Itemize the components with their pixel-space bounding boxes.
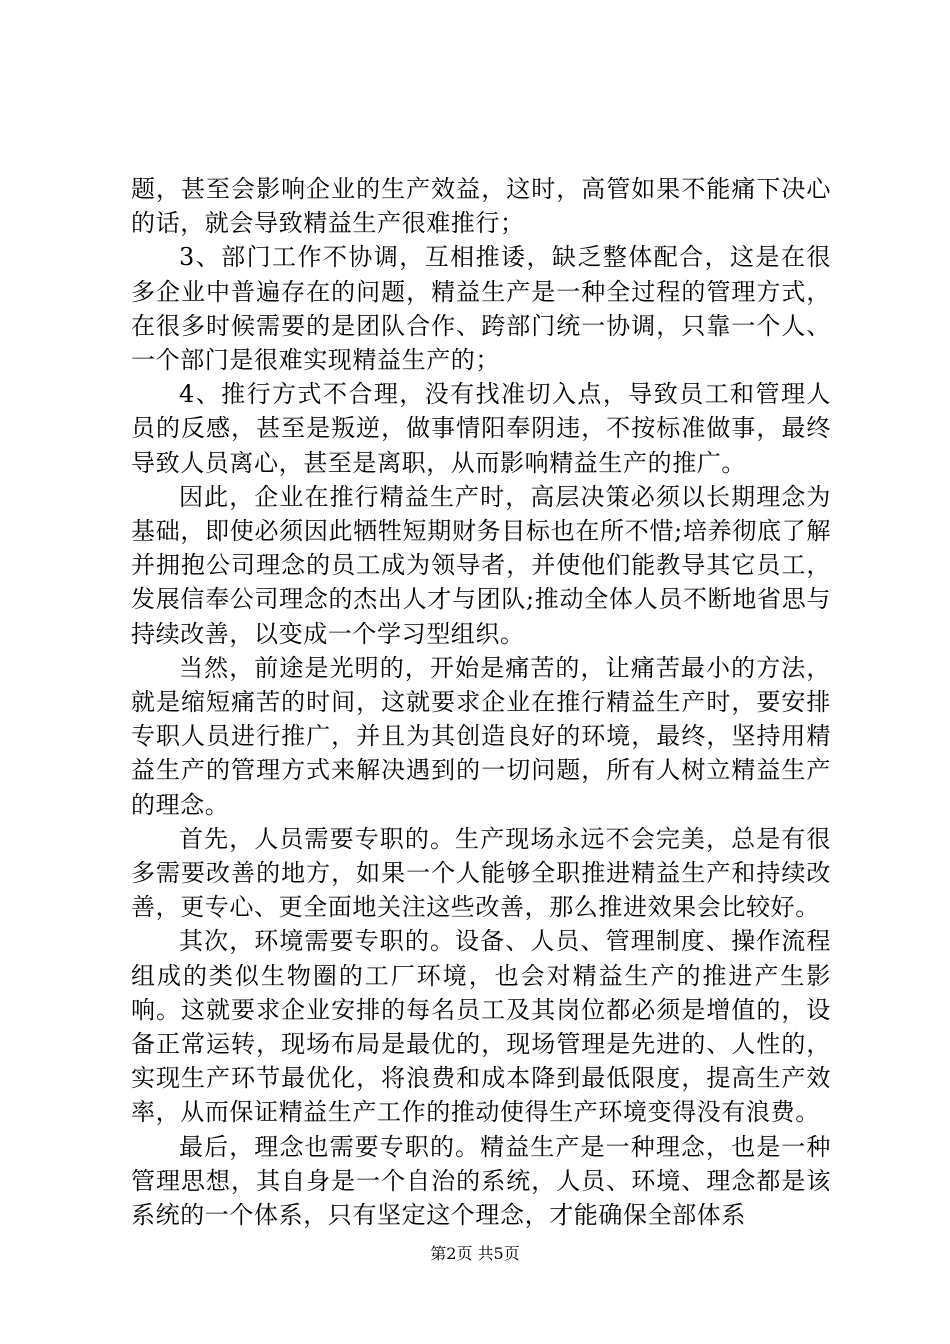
paragraph: 因此，企业在推行精益生产时，高层决策必须以长期理念为基础，即使必须因此牺牲短期财务目标也在所不惜;培养彻底了解并拥抱公司理念的员工成为领导者，并使他们能教导其它员工，发展信奉公司理念的杰出人才与团队;推动全体人员不断地省思与持续改善，以变成一个学习型组织。 xyxy=(131,482,831,648)
document-body xyxy=(131,172,831,1232)
page-number: 第2页 共5页 xyxy=(430,1244,520,1263)
paragraph: 当然，前途是光明的，开始是痛苦的，让痛苦最小的方法，就是缩短痛苦的时间，这就要求企业在推行精益生产时，要安排专职人员进行推广，并且为其创造良好的环境，最终，坚持用精益生产的管理方式来解决遇到的一切问题，所有人树立精益生产的理念。 xyxy=(131,653,831,819)
paragraph: 4、推行方式不合理，没有找准切入点，导致员工和管理人员的反感，甚至是叛逆，做事情阳奉阴违，不按标准做事，最终导致人员离心，甚至是离职，从而影响精益生产的推广。 xyxy=(131,380,831,477)
paragraph: 最后，理念也需要专职的。精益生产是一种理念，也是一种管理思想，其自身是一个自治的系统，人员、环境、理念都是该系统的一个体系，只有坚定这个理念，才能确保全部体系 xyxy=(131,1132,831,1230)
paragraph: 其次，环境需要专职的。设备、人员、管理制度、操作流程组成的类似生物圈的工厂环境，也会对精益生产的推进产生影响。这就要求企业安排的每名员工及其岗位都必须是增值的，设备正常运转，现场布局是最优的，现场管理是先进的、人性的，实现生产环节最优化，将浪费和成本降到最低限度，提高生产效率，从而保证精益生产工作的推动使得生产环境变得没有浪费。 xyxy=(131,927,831,1127)
paragraph: 题，甚至会影响企业的生产效益，这时，高管如果不能痛下决心的话，就会导致精益生产很难推行； xyxy=(131,175,831,238)
paragraph: 首先，人员需要专职的。生产现场永远不会完美，总是有很多需要改善的地方，如果一个人能够全职推进精益生产和持续改善，更专心、更全面地关注这些改善，那么推进效果会比较好。 xyxy=(131,824,831,922)
page-footer xyxy=(0,1244,950,1264)
paragraph: 3、部门工作不协调，互相推诿，缺乏整体配合，这是在很多企业中普遍存在的问题，精益生产是一种全过程的管理方式，在很多时候需要的是团队合作、跨部门统一协调，只靠一个人、一个部门是很难实现精益生产的； xyxy=(131,243,831,375)
